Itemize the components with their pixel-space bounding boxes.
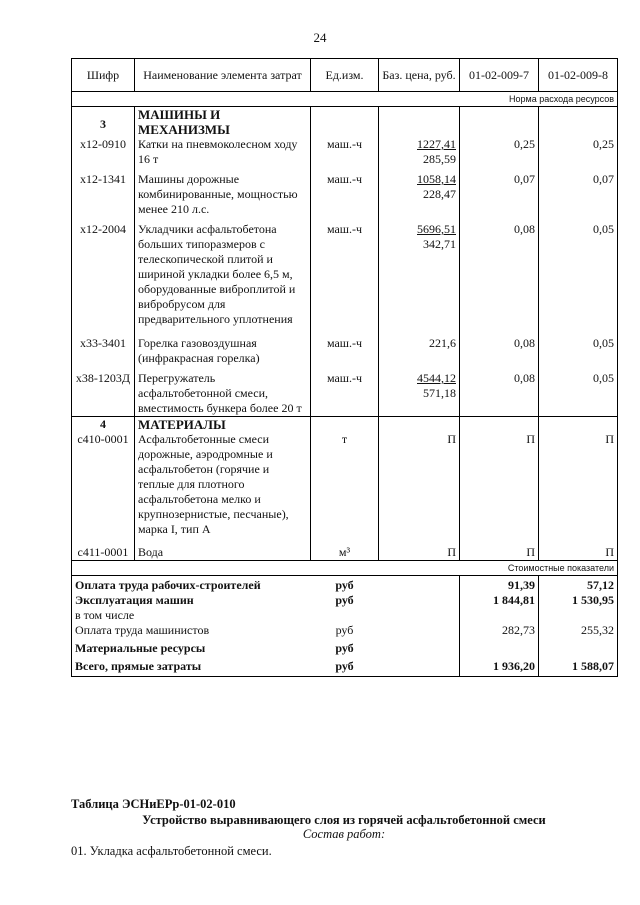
resource-table xyxy=(71,58,618,677)
cost-value-2: 255,32 xyxy=(539,623,618,638)
next-table-title: Таблица ЭСНиЕРр-01-02-010 xyxy=(71,797,236,811)
row-value-2: П xyxy=(539,545,618,561)
cost-value-2: 57,12 xyxy=(539,576,618,594)
section-materials-row xyxy=(72,417,618,538)
row-price-main: 5696,51 xyxy=(417,222,456,236)
cost-label-machines: Эксплуатация машин xyxy=(72,593,311,608)
row-code: с410-0001 xyxy=(77,432,129,446)
next-table-subtitle: Устройство выравнивающего слоя из горячей асфальтобетонной смеси xyxy=(142,813,546,827)
row-name: Асфальтобетонные смеси дорожные, аэродромные и асфальтобетон (горячие и теплые для плотного асфальтобетона мелко и крупнозернистые, песчаные), марка I, тип А xyxy=(138,432,289,536)
row-unit: маш.-ч xyxy=(311,371,379,417)
cost-value-2: 1 588,07 xyxy=(539,656,618,677)
row-code: х12-0910 xyxy=(72,137,135,167)
row-unit: маш.-ч xyxy=(311,222,379,327)
row-price xyxy=(379,222,460,327)
materials-name-cell xyxy=(135,417,311,538)
table-row xyxy=(72,137,618,167)
cost-label-total: Всего, прямые затраты xyxy=(72,656,311,677)
cost-unit: руб xyxy=(335,593,354,607)
row-name: Катки на пневмоколесном ходу 16 т xyxy=(135,137,311,167)
row-price-wage: 285,59 xyxy=(423,152,456,166)
cost-unit: руб xyxy=(335,623,354,637)
row-price-main: 1227,41 xyxy=(417,137,456,151)
row-value-2: 0,05 xyxy=(539,371,618,417)
row-price-main: 4544,12 xyxy=(417,371,456,385)
row-code: с411-0001 xyxy=(72,545,135,561)
row-value-2: 0,05 xyxy=(539,336,618,366)
cost-value-2: 1 530,95 xyxy=(539,593,618,608)
cost-row xyxy=(72,638,618,656)
table-row xyxy=(72,172,618,217)
row-code: х38-1203Д xyxy=(72,371,135,417)
section-number: 4 xyxy=(100,417,106,431)
row-price: П xyxy=(379,545,460,561)
header-unit: Ед.изм. xyxy=(311,59,379,92)
header-code: Шифр xyxy=(72,59,135,92)
cost-label-materials: Материальные ресурсы xyxy=(72,638,311,656)
row-price xyxy=(379,137,460,167)
cost-row xyxy=(72,576,618,594)
table-row xyxy=(72,222,618,327)
table-row xyxy=(72,336,618,366)
section-number: 3 xyxy=(72,107,135,138)
cost-value-1: 1 844,81 xyxy=(460,593,539,608)
row-unit: т xyxy=(311,417,379,538)
row-unit: маш.-ч xyxy=(311,172,379,217)
row-price-wage: 228,47 xyxy=(423,187,456,201)
table-row xyxy=(72,371,618,417)
row-name: Горелка газовоздушная (инфракрасная горелка) xyxy=(135,336,311,366)
cost-value-1: 1 936,20 xyxy=(460,656,539,677)
row-unit: маш.-ч xyxy=(311,137,379,167)
header-col2: 01-02-009-8 xyxy=(539,59,618,92)
row-price-wage: 342,71 xyxy=(423,237,456,251)
operation-item: 01. Укладка асфальтобетонной смеси. xyxy=(71,844,272,858)
cost-label-operators: Оплата труда машинистов xyxy=(72,623,311,638)
cost-value-1: 91,39 xyxy=(460,576,539,594)
row-name: Машины дорожные комбинированные, мощностью менее 210 л.с. xyxy=(135,172,311,217)
header-name: Наименование элемента затрат xyxy=(135,59,311,92)
cost-value-1: 282,73 xyxy=(460,623,539,638)
row-value-2: 0,25 xyxy=(539,137,618,167)
row-value-1: П xyxy=(460,545,539,561)
row-name: Вода xyxy=(135,545,311,561)
header-row xyxy=(72,59,618,92)
page-number: 24 xyxy=(313,30,327,45)
row-price xyxy=(379,371,460,417)
cost-row xyxy=(72,623,618,638)
row-code: х12-1341 xyxy=(72,172,135,217)
row-price xyxy=(379,172,460,217)
row-code: х33-3401 xyxy=(72,336,135,366)
cost-row xyxy=(72,593,618,608)
row-value-1: 0,07 xyxy=(460,172,539,217)
row-value-1: 0,25 xyxy=(460,137,539,167)
row-value-1: 0,08 xyxy=(460,371,539,417)
section-machines-row xyxy=(72,107,618,138)
row-code: х12-2004 xyxy=(72,222,135,327)
row-unit: м³ xyxy=(311,545,379,561)
section-title: МАТЕРИАЛЫ xyxy=(138,417,226,432)
table-row xyxy=(72,545,618,561)
row-price-main: 1058,14 xyxy=(417,172,456,186)
section-title: МАШИНЫ И МЕХАНИЗМЫ xyxy=(135,107,311,138)
row-value-2: 0,07 xyxy=(539,172,618,217)
row-name: Перегружатель асфальтобетонной смеси, вместимость бункера более 20 т xyxy=(135,371,311,417)
row-unit: маш.-ч xyxy=(311,336,379,366)
row-price-wage: 571,18 xyxy=(423,386,456,400)
row-value-1: 0,08 xyxy=(460,222,539,327)
cost-including: в том числе xyxy=(72,608,311,623)
cost-unit: руб xyxy=(311,656,379,677)
header-col1: 01-02-009-7 xyxy=(460,59,539,92)
resource-norm-label: Норма расхода ресурсов xyxy=(72,92,618,107)
row-value-1: 0,08 xyxy=(460,336,539,366)
row-value-2: 0,05 xyxy=(539,222,618,327)
cost-unit: руб xyxy=(335,641,354,655)
row-name: Укладчики асфальтобетона больших типоразмеров с телескопической плитой и шириной укладки более 6,5 м, оборудованные виброплитой и вибробрусом для предварительного уплотнения xyxy=(135,222,311,327)
header-price: Баз. цена, руб. xyxy=(379,59,460,92)
row-price: П xyxy=(379,417,460,538)
row-value-2: П xyxy=(539,417,618,538)
cost-unit: руб xyxy=(335,578,354,592)
cost-row-total xyxy=(72,656,618,677)
row-value-1: П xyxy=(460,417,539,538)
composition-heading: Состав работ: xyxy=(302,827,386,841)
cost-label: Стоимостные показатели xyxy=(72,561,618,576)
materials-code-cell xyxy=(72,417,135,538)
row-price: 221,6 xyxy=(379,336,460,366)
cost-label-labor: Оплата труда рабочих-строителей xyxy=(72,576,311,594)
